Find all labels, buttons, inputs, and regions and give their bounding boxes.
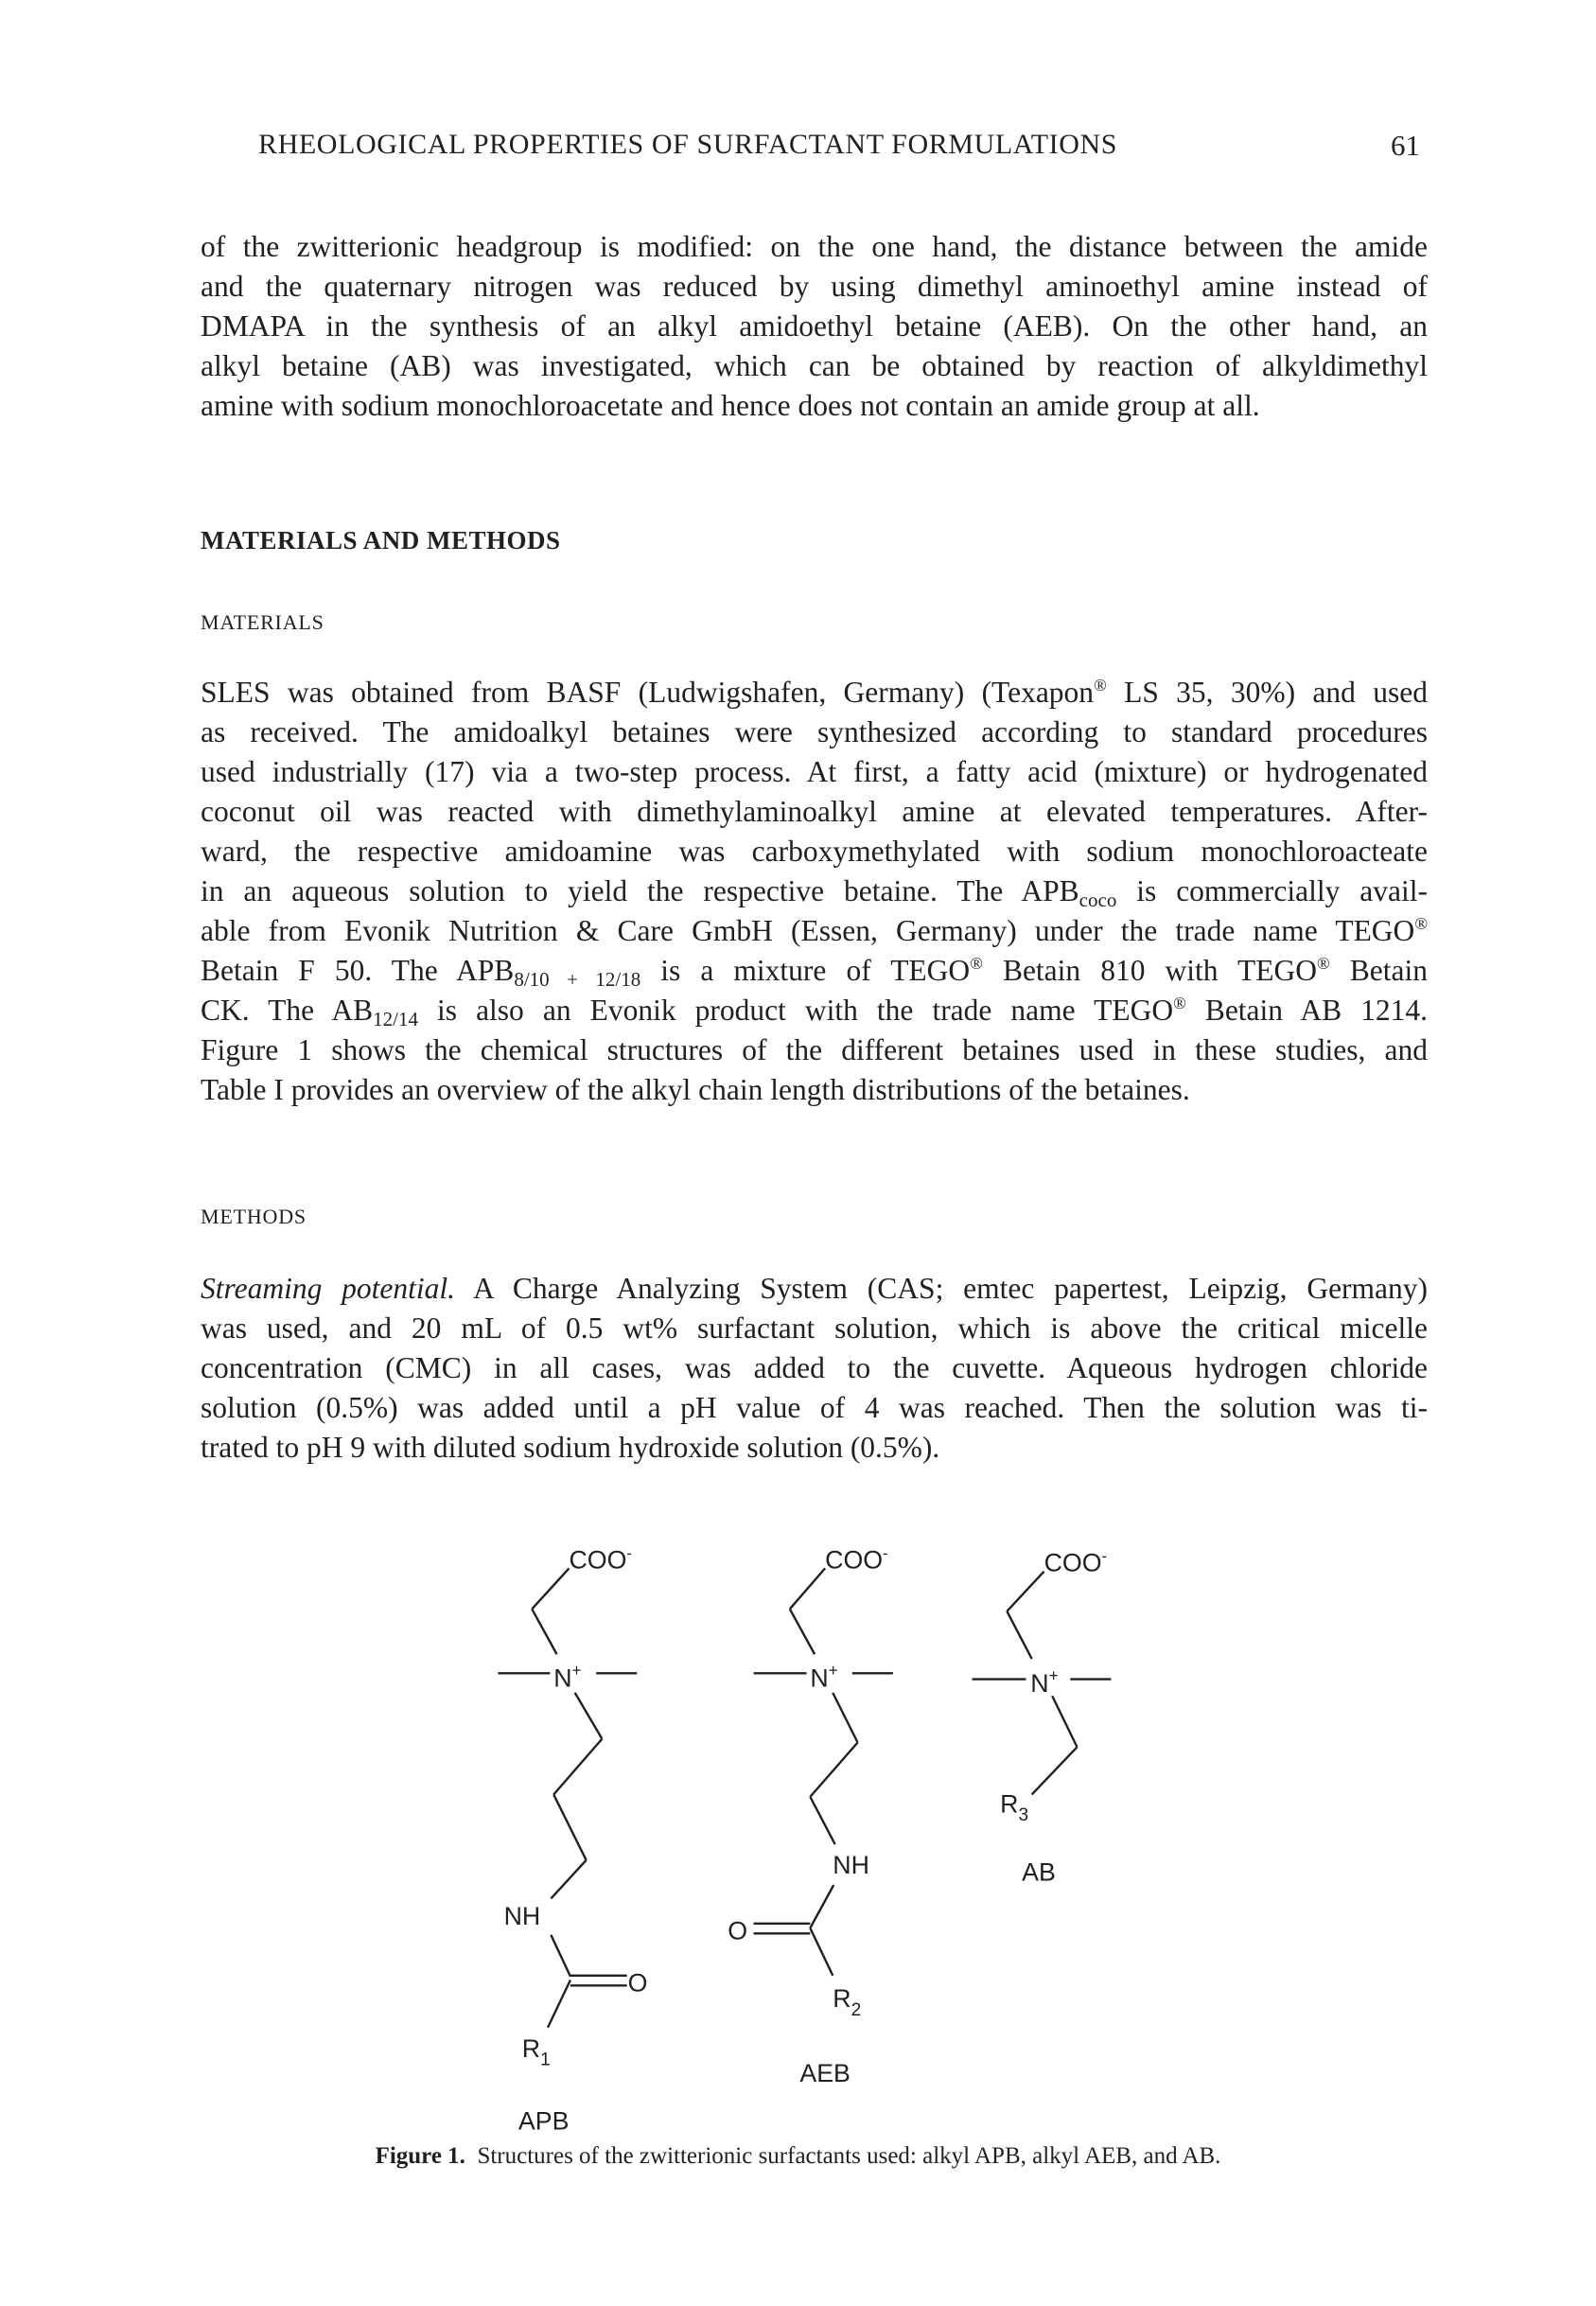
text-line [201,1070,1428,1110]
text-line [201,832,1428,871]
text-run: Betain [1329,954,1429,987]
apb-oxygen: O [627,1968,648,1998]
apb-nitrogen: N+ [553,1661,582,1693]
figure-caption-label: Figure 1. [375,2143,465,2169]
text-line [201,911,1428,951]
methods-heading: METHODS [201,1205,307,1228]
text-run: A Charge Analyzing System (CAS; emtec papertest, Leipzig, Germany) [454,1272,1429,1305]
aeb-label: AEB [799,2059,851,2088]
ab-structure [973,1548,1112,1886]
text-line [201,346,1428,386]
text-run: ward, the respective amidoamine was carboxymethylated with sodium monochloroacteate [201,835,1428,868]
text-line [201,752,1428,792]
superscript: ® [1317,954,1330,973]
text-run: is also an Evonik product with the trade name TEGO [417,994,1174,1027]
section-heading: MATERIALS AND METHODS [201,526,561,554]
text-run: SLES was obtained from BASF (Ludwigshafen, Germany) (Texapon [201,676,1095,709]
text-run: concentration (CMC) in all cases, was added to the cuvette. Aqueous hydrogen chloride [201,1351,1428,1384]
text-run: Betain 810 with TEGO [982,954,1318,987]
text-run: trated to pH 9 with diluted sodium hydroxide solution (0.5%). [201,1431,940,1464]
ab-nitrogen: N+ [1030,1665,1059,1698]
text-line [201,1428,1428,1468]
text-line [201,386,1428,426]
text-run: DMAPA in the synthesis of an alkyl amidoethyl betaine (AEB). On the other hand, an [201,309,1428,343]
text-line [201,792,1428,832]
text-run: of the zwitterionic headgroup is modified: on the one hand, the distance between the amide [201,230,1428,263]
text-line [201,307,1428,346]
text-run: alkyl betaine (AB) was investigated, which can be obtained by reaction of alkyldimethyl [201,349,1428,382]
apb-nh: NH [503,1902,541,1931]
text-run: coconut oil was reacted with dimethylaminoalkyl amine at elevated temperatures. After- [201,795,1428,828]
superscript: ® [970,954,983,973]
apb-coo: COO- [569,1544,632,1575]
text-line [201,713,1428,752]
materials-paragraph [201,673,1428,1110]
text-run: and the quaternary nitrogen was reduced by using dimethyl aminoethyl amine instead of [201,270,1428,303]
text-run: Figure 1 shows the chemical structures of the different betaines used in these studies, and [201,1033,1428,1066]
text-run: in an aqueous solution to yield the respective betaine. The APB [201,874,1079,907]
aeb-structure [728,1545,893,2087]
text-line [201,267,1428,307]
superscript: ® [1414,914,1428,933]
subscript: 8/10 + 12/18 [514,968,641,991]
text-line [201,1269,1428,1309]
text-line [201,673,1428,713]
materials-heading: MATERIALS [201,610,324,634]
text-line [201,227,1428,267]
text-line [201,951,1428,991]
text-run: Betain F 50. The APB [201,954,515,987]
superscript: ® [1173,994,1186,1012]
superscript: ® [1094,676,1107,695]
ab-r3: $R_3$ [1000,1789,1029,1826]
apb-structure [498,1545,647,2135]
text-run: Betain AB 1214. [1185,994,1429,1027]
text-run: was used, and 20 mL of 0.5 wt% surfactant solution, which is above the critical micelle [201,1311,1428,1345]
text-run: is commercially avail- [1116,874,1429,907]
text-line [201,871,1428,911]
subscript: 12/14 [373,1008,418,1030]
text-run: Table I provides an overview of the alkyl chain length distributions of the betaines. [201,1073,1190,1106]
text-run: LS 35, 30%) and used [1106,676,1428,709]
ab-coo: COO- [1044,1548,1107,1577]
apb-r1: $R_1$ [521,2033,551,2070]
text-run: able from Evonik Nutrition & Care GmbH (Essen, Germany) under the trade name TEGO [201,914,1415,947]
figure-structures [473,1514,1183,2157]
figure-caption-text: Structures of the zwitterionic surfactants used: alkyl APB, alkyl AEB, and AB. [477,2143,1221,2169]
intro-paragraph [201,227,1428,426]
figure-caption [0,2142,1596,2171]
methods-paragraph [201,1269,1428,1468]
text-line [201,1309,1428,1348]
text-line [201,991,1428,1030]
text-line [201,1388,1428,1428]
aeb-r2: $R_2$ [833,1984,862,2020]
aeb-coo: COO- [825,1544,888,1575]
text-line [201,1030,1428,1070]
text-line [201,1348,1428,1388]
subscript: coco [1079,889,1117,911]
apb-label: APB [517,2106,570,2136]
aeb-nh: NH [833,1851,869,1880]
text-run: CK. The AB [201,994,374,1027]
run-in-heading: Streaming potential. [201,1272,455,1305]
aeb-oxygen: O [728,1916,748,1945]
text-run: used industrially (17) via a two-step process. At first, a fatty acid (mixture) or hydrogenated [201,755,1428,788]
text-run: as received. The amidoalkyl betaines were synthesized according to standard procedures [201,715,1428,748]
text-run: is a mixture of TEGO [640,954,971,987]
running-title: RHEOLOGICAL PROPERTIES OF SURFACTANT FORMULATIONS [258,129,1118,160]
aeb-nitrogen: N+ [810,1661,838,1693]
text-run: amine with sodium monochloroacetate and hence does not contain an amide group at all. [201,389,1260,422]
text-run: solution (0.5%) was added until a pH value of 4 was reached. Then the solution was ti- [201,1391,1428,1424]
page-number: 61 [1391,129,1420,162]
ab-label: AB [1022,1857,1056,1887]
